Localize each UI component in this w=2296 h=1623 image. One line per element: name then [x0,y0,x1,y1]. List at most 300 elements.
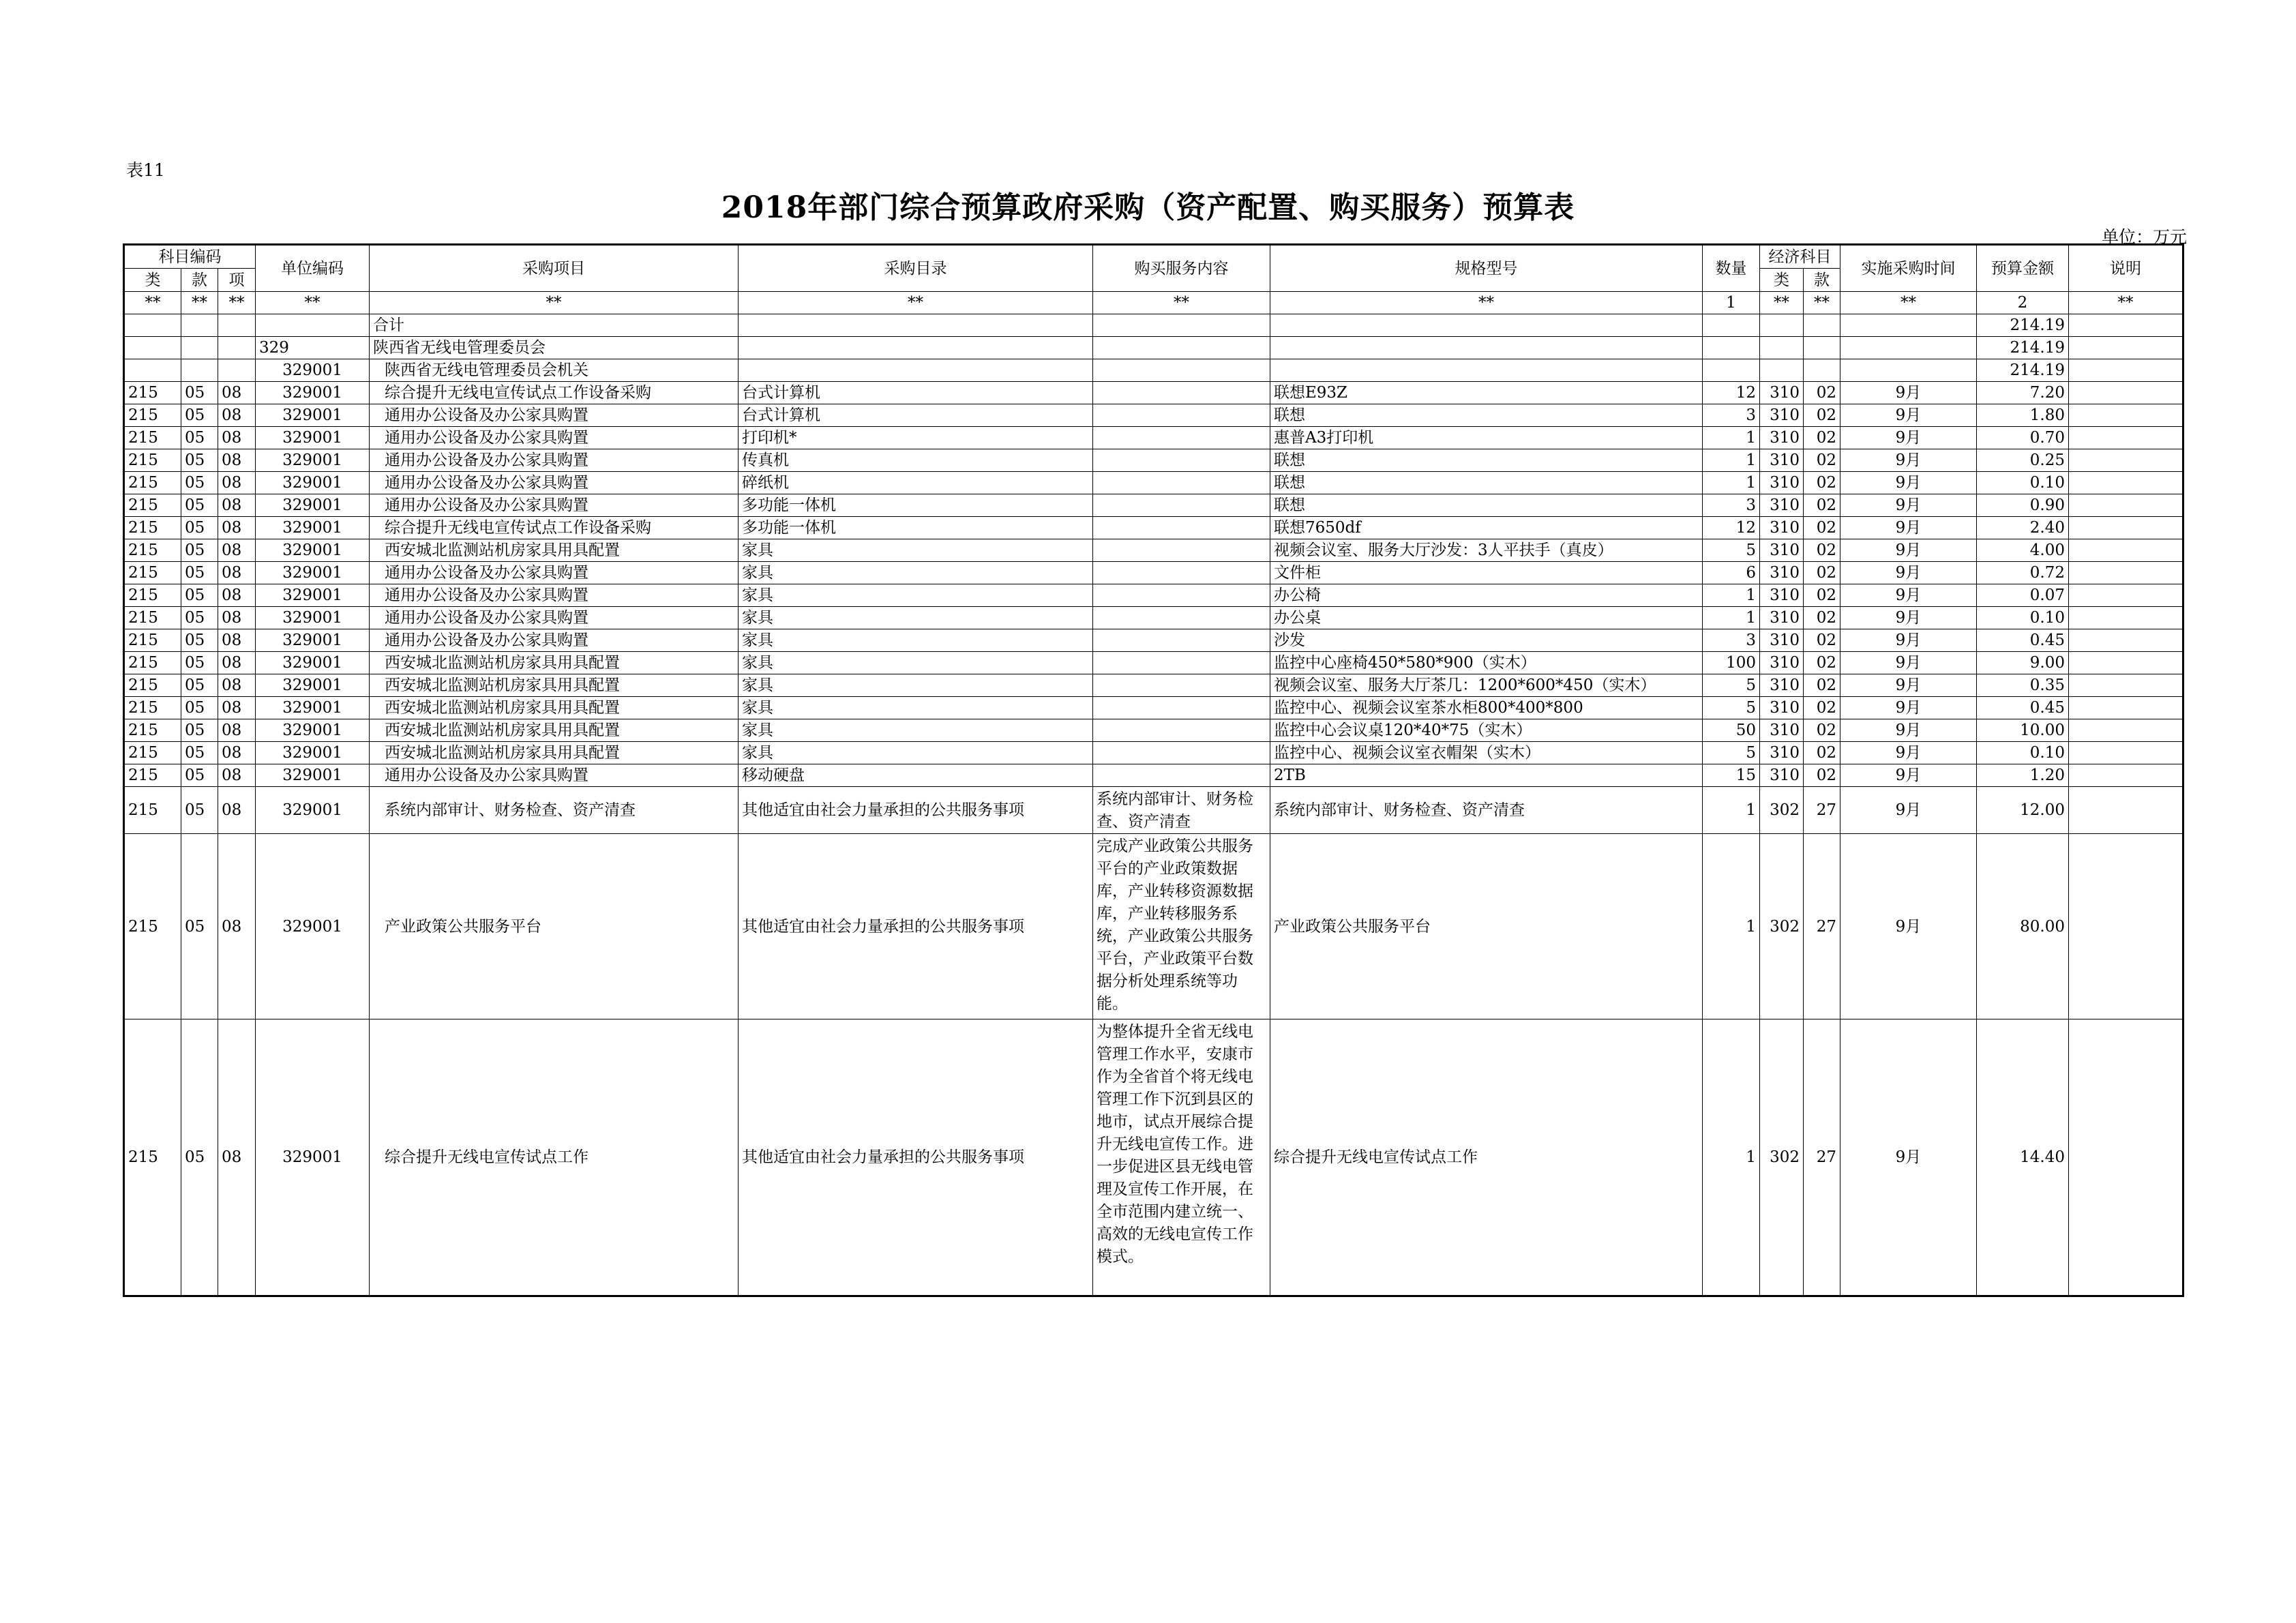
catalog-cell: 家具 [739,584,1093,607]
catalog-cell: 传真机 [739,449,1093,472]
amount-cell: 0.90 [1977,494,2069,517]
project-cell: 西安城北监测站机房家具用具配置 [370,652,739,674]
xiang-cell: 08 [218,719,256,742]
header-time: 实施采购时间 [1840,245,1977,292]
lei-cell: 215 [124,1019,181,1296]
econ-lei-cell: 310 [1760,764,1804,787]
econ-lei-cell: 310 [1760,404,1804,427]
header-lei: 类 [124,269,181,292]
xiang-cell: 08 [218,629,256,652]
note-cell [2069,427,2183,449]
service-cell [1093,517,1270,539]
spec-cell: 办公椅 [1270,584,1703,607]
marker-cell: ** [218,292,256,314]
header-project: 采购项目 [370,245,739,292]
xiang-cell: 08 [218,517,256,539]
service-cell [1093,742,1270,764]
amount-cell: 1.20 [1977,764,2069,787]
econ-kuan-cell: 02 [1804,719,1840,742]
note-cell [2069,1019,2183,1296]
marker-cell: ** [1804,292,1840,314]
econ-lei-cell: 302 [1760,787,1804,834]
spec-cell: 沙发 [1270,629,1703,652]
service-row [124,1019,2183,1296]
service-cell [1093,449,1270,472]
header-row-1 [124,245,2183,269]
econ-kuan-cell: 02 [1804,674,1840,697]
marker-cell: ** [370,292,739,314]
amount-cell: 14.40 [1977,1019,2069,1296]
amount-cell: 9.00 [1977,652,2069,674]
econ-kuan-cell: 02 [1804,562,1840,584]
lei-cell: 215 [124,494,181,517]
econ-lei-cell: 310 [1760,629,1804,652]
spec-cell: 联想 [1270,494,1703,517]
time-cell: 9月 [1840,787,1977,834]
table-row [124,562,2183,584]
unit-amount: 214.19 [1977,359,2069,382]
catalog-cell: 家具 [739,629,1093,652]
xiang-cell: 08 [218,472,256,494]
kuan-cell: 05 [181,652,218,674]
kuan-cell: 05 [181,674,218,697]
xiang-cell: 08 [218,427,256,449]
marker-cell: ** [124,292,181,314]
xiang-cell: 08 [218,404,256,427]
econ-lei-cell: 310 [1760,607,1804,629]
spec-cell: 联想7650df [1270,517,1703,539]
econ-lei-cell: 310 [1760,449,1804,472]
qty-cell: 3 [1703,404,1760,427]
catalog-cell: 其他适宜由社会力量承担的公共服务事项 [739,1019,1093,1296]
econ-lei-cell: 310 [1760,584,1804,607]
amount-cell: 0.10 [1977,472,2069,494]
spec-cell: 监控中心会议桌120*40*75（实木） [1270,719,1703,742]
total-label: 合计 [370,314,739,337]
lei-cell: 215 [124,404,181,427]
amount-cell: 12.00 [1977,787,2069,834]
time-cell: 9月 [1840,1019,1977,1296]
qty-cell: 1 [1703,584,1760,607]
unit-code-cell: 329001 [256,674,370,697]
kuan-cell: 05 [181,1019,218,1296]
table-row [124,382,2183,404]
table-row [124,517,2183,539]
header-econ: 经济科目 [1760,245,1840,269]
project-cell: 通用办公设备及办公家具购置 [370,562,739,584]
note-cell [2069,517,2183,539]
project-cell: 通用办公设备及办公家具购置 [370,764,739,787]
time-cell: 9月 [1840,562,1977,584]
marker-cell: ** [1760,292,1804,314]
amount-cell: 80.00 [1977,834,2069,1019]
service-cell [1093,382,1270,404]
unit-code-cell: 329001 [256,382,370,404]
qty-cell: 6 [1703,562,1760,584]
unit-row [124,359,2183,382]
marker-cell: ** [1093,292,1270,314]
service-cell [1093,652,1270,674]
econ-kuan-cell: 02 [1804,607,1840,629]
note-cell [2069,719,2183,742]
time-cell: 9月 [1840,404,1977,427]
time-cell: 9月 [1840,652,1977,674]
table-row [124,494,2183,517]
econ-kuan-cell: 02 [1804,449,1840,472]
lei-cell: 215 [124,674,181,697]
econ-kuan-cell: 02 [1804,382,1840,404]
time-cell: 9月 [1840,719,1977,742]
service-cell [1093,404,1270,427]
amount-cell: 0.70 [1977,427,2069,449]
header-kuan: 款 [181,269,218,292]
kuan-cell: 05 [181,539,218,562]
header-unit-code: 单位编码 [256,245,370,292]
note-cell [2069,629,2183,652]
kuan-cell: 05 [181,404,218,427]
econ-kuan-cell: 02 [1804,472,1840,494]
unit-code-cell: 329001 [256,1019,370,1296]
catalog-cell: 台式计算机 [739,404,1093,427]
qty-cell: 12 [1703,517,1760,539]
xiang-cell: 08 [218,494,256,517]
marker-cell: ** [256,292,370,314]
econ-lei-cell: 310 [1760,494,1804,517]
table-row [124,584,2183,607]
econ-kuan-cell: 02 [1804,539,1840,562]
service-cell [1093,607,1270,629]
service-cell [1093,629,1270,652]
amount-cell: 1.80 [1977,404,2069,427]
note-cell [2069,607,2183,629]
amount-cell: 0.45 [1977,629,2069,652]
lei-cell: 215 [124,652,181,674]
lei-cell: 215 [124,697,181,719]
service-cell: 为整体提升全省无线电管理工作水平，安康市作为全省首个将无线电管理工作下沉到县区的地市，试点开展综合提升无线电宣传工作。进一步促进区县无线电管理及宣传工作开展，在全市范围内建立统一、高效的无线电宣传工作模式。 [1093,1019,1270,1296]
qty-cell: 1 [1703,472,1760,494]
marker-cell: ** [2069,292,2183,314]
econ-lei-cell: 310 [1760,562,1804,584]
econ-lei-cell: 310 [1760,719,1804,742]
time-cell: 9月 [1840,584,1977,607]
qty-cell: 12 [1703,382,1760,404]
header-note: 说明 [2069,245,2183,292]
catalog-cell: 家具 [739,719,1093,742]
note-cell [2069,404,2183,427]
econ-kuan-cell: 02 [1804,764,1840,787]
table-row [124,427,2183,449]
lei-cell: 215 [124,584,181,607]
project-cell: 通用办公设备及办公家具购置 [370,584,739,607]
xiang-cell: 08 [218,652,256,674]
project-cell: 西安城北监测站机房家具用具配置 [370,742,739,764]
spec-cell: 2TB [1270,764,1703,787]
catalog-cell: 家具 [739,539,1093,562]
dept-row [124,337,2183,359]
header-catalog: 采购目录 [739,245,1093,292]
project-cell: 综合提升无线电宣传试点工作设备采购 [370,382,739,404]
kuan-cell: 05 [181,764,218,787]
table-row [124,719,2183,742]
marker-cell: ** [1270,292,1703,314]
spec-cell: 文件柜 [1270,562,1703,584]
unit-code-cell: 329001 [256,517,370,539]
unit-code-cell: 329001 [256,719,370,742]
xiang-cell: 08 [218,787,256,834]
xiang-cell: 08 [218,449,256,472]
kuan-cell: 05 [181,787,218,834]
time-cell: 9月 [1840,517,1977,539]
kuan-cell: 05 [181,382,218,404]
amount-cell: 7.20 [1977,382,2069,404]
note-cell [2069,674,2183,697]
xiang-cell: 08 [218,562,256,584]
unit-code-cell: 329001 [256,539,370,562]
econ-kuan-cell: 02 [1804,517,1840,539]
time-cell: 9月 [1840,472,1977,494]
qty-cell: 5 [1703,539,1760,562]
kuan-cell: 05 [181,834,218,1019]
kuan-cell: 05 [181,562,218,584]
unit-code-cell: 329001 [256,652,370,674]
spec-cell: 联想E93Z [1270,382,1703,404]
qty-cell: 1 [1703,607,1760,629]
lei-cell: 215 [124,607,181,629]
note-cell [2069,584,2183,607]
catalog-cell: 家具 [739,607,1093,629]
service-cell [1093,427,1270,449]
lei-cell: 215 [124,787,181,834]
budget-table [123,243,2184,1297]
catalog-cell: 多功能一体机 [739,517,1093,539]
catalog-cell: 家具 [739,652,1093,674]
unit-code-cell: 329001 [256,494,370,517]
project-cell: 综合提升无线电宣传试点工作设备采购 [370,517,739,539]
econ-lei-cell: 310 [1760,427,1804,449]
qty-cell: 3 [1703,629,1760,652]
kuan-cell: 05 [181,427,218,449]
time-cell: 9月 [1840,764,1977,787]
time-cell: 9月 [1840,427,1977,449]
table-row [124,629,2183,652]
service-cell [1093,674,1270,697]
econ-lei-cell: 310 [1760,539,1804,562]
unit-code-cell: 329001 [256,449,370,472]
service-row [124,834,2183,1019]
amount-cell: 2.40 [1977,517,2069,539]
lei-cell: 215 [124,427,181,449]
qty-cell: 5 [1703,697,1760,719]
xiang-cell: 08 [218,674,256,697]
table-row [124,697,2183,719]
catalog-cell: 其他适宜由社会力量承担的公共服务事项 [739,787,1093,834]
note-cell [2069,764,2183,787]
spec-cell: 监控中心、视频会议室茶水柜800*400*800 [1270,697,1703,719]
dept-name: 陕西省无线电管理委员会 [370,337,739,359]
service-cell [1093,719,1270,742]
header-econ-kuan: 款 [1804,269,1840,292]
service-cell [1093,494,1270,517]
project-cell: 综合提升无线电宣传试点工作 [370,1019,739,1296]
marker-cell: ** [181,292,218,314]
amount-cell: 0.10 [1977,607,2069,629]
catalog-cell: 台式计算机 [739,382,1093,404]
kuan-cell: 05 [181,719,218,742]
econ-lei-cell: 302 [1760,1019,1804,1296]
spec-cell: 联想 [1270,404,1703,427]
xiang-cell: 08 [218,834,256,1019]
lei-cell: 215 [124,719,181,742]
time-cell: 9月 [1840,834,1977,1019]
spec-cell: 办公桌 [1270,607,1703,629]
header-spec: 规格型号 [1270,245,1703,292]
spec-cell: 产业政策公共服务平台 [1270,834,1703,1019]
marker-cell: 1 [1703,292,1760,314]
time-cell: 9月 [1840,697,1977,719]
unit-code-cell: 329001 [256,787,370,834]
spec-cell: 监控中心座椅450*580*900（实木） [1270,652,1703,674]
table-row [124,449,2183,472]
header-subject-code: 科目编码 [124,245,256,269]
qty-cell: 50 [1703,719,1760,742]
kuan-cell: 05 [181,584,218,607]
lei-cell: 215 [124,539,181,562]
dept-amount: 214.19 [1977,337,2069,359]
header-xiang: 项 [218,269,256,292]
kuan-cell: 05 [181,517,218,539]
time-cell: 9月 [1840,742,1977,764]
header-amount: 预算金额 [1977,245,2069,292]
econ-lei-cell: 310 [1760,674,1804,697]
note-cell [2069,697,2183,719]
econ-kuan-cell: 02 [1804,652,1840,674]
lei-cell: 215 [124,629,181,652]
xiang-cell: 08 [218,1019,256,1296]
qty-cell: 5 [1703,674,1760,697]
amount-cell: 0.25 [1977,449,2069,472]
xiang-cell: 08 [218,764,256,787]
spec-cell: 联想 [1270,472,1703,494]
note-cell [2069,562,2183,584]
note-cell [2069,834,2183,1019]
project-cell: 通用办公设备及办公家具购置 [370,404,739,427]
note-cell [2069,382,2183,404]
table-row [124,472,2183,494]
econ-kuan-cell: 27 [1804,834,1840,1019]
spec-cell: 惠普A3打印机 [1270,427,1703,449]
econ-kuan-cell: 02 [1804,742,1840,764]
econ-kuan-cell: 02 [1804,584,1840,607]
xiang-cell: 08 [218,607,256,629]
kuan-cell: 05 [181,697,218,719]
unit-code-cell: 329001 [256,404,370,427]
catalog-cell: 其他适宜由社会力量承担的公共服务事项 [739,834,1093,1019]
note-cell [2069,742,2183,764]
kuan-cell: 05 [181,494,218,517]
table-row [124,742,2183,764]
econ-lei-cell: 310 [1760,517,1804,539]
note-cell [2069,449,2183,472]
service-cell [1093,764,1270,787]
unit-code-cell: 329001 [256,697,370,719]
catalog-cell: 打印机* [739,427,1093,449]
service-cell [1093,562,1270,584]
total-amount: 214.19 [1977,314,2069,337]
econ-kuan-cell: 02 [1804,697,1840,719]
econ-lei-cell: 310 [1760,742,1804,764]
qty-cell: 1 [1703,427,1760,449]
qty-cell: 3 [1703,494,1760,517]
spec-cell: 视频会议室、服务大厅沙发：3人平扶手（真皮） [1270,539,1703,562]
unit-name: 陕西省无线电管理委员会机关 [370,359,739,382]
unit-code-cell: 329001 [256,742,370,764]
spec-cell: 综合提升无线电宣传试点工作 [1270,1019,1703,1296]
header-econ-lei: 类 [1760,269,1804,292]
qty-cell: 15 [1703,764,1760,787]
spec-cell: 监控中心、视频会议室衣帽架（实木） [1270,742,1703,764]
table-row [124,674,2183,697]
unit-code-cell: 329001 [256,427,370,449]
lei-cell: 215 [124,382,181,404]
project-cell: 通用办公设备及办公家具购置 [370,449,739,472]
lei-cell: 215 [124,764,181,787]
spec-cell: 联想 [1270,449,1703,472]
project-cell: 西安城北监测站机房家具用具配置 [370,539,739,562]
time-cell: 9月 [1840,382,1977,404]
kuan-cell: 05 [181,607,218,629]
econ-kuan-cell: 02 [1804,404,1840,427]
project-cell: 通用办公设备及办公家具购置 [370,494,739,517]
kuan-cell: 05 [181,472,218,494]
note-cell [2069,494,2183,517]
amount-cell: 0.45 [1977,697,2069,719]
lei-cell: 215 [124,472,181,494]
page-title: 2018年部门综合预算政府采购（资产配置、购买服务）预算表 [721,190,1575,225]
service-cell: 完成产业政策公共服务平台的产业政策数据库，产业转移资源数据库，产业转移服务系统，产业政策公共服务平台，产业政策平台数据分析处理系统等功能。 [1093,834,1270,1019]
table-row [124,607,2183,629]
note-cell [2069,787,2183,834]
project-cell: 西安城北监测站机房家具用具配置 [370,674,739,697]
lei-cell: 215 [124,834,181,1019]
qty-cell: 1 [1703,834,1760,1019]
catalog-cell: 多功能一体机 [739,494,1093,517]
project-cell: 西安城北监测站机房家具用具配置 [370,719,739,742]
project-cell: 通用办公设备及办公家具购置 [370,629,739,652]
catalog-cell: 家具 [739,697,1093,719]
note-cell [2069,539,2183,562]
xiang-cell: 08 [218,382,256,404]
table-number: 表11 [126,160,165,180]
amount-cell: 4.00 [1977,539,2069,562]
econ-kuan-cell: 27 [1804,1019,1840,1296]
time-cell: 9月 [1840,629,1977,652]
unit-code-cell: 329001 [256,834,370,1019]
amount-cell: 0.10 [1977,742,2069,764]
service-row [124,787,2183,834]
econ-lei-cell: 302 [1760,834,1804,1019]
unit-code-cell: 329001 [256,764,370,787]
unit-code-cell: 329001 [256,584,370,607]
time-cell: 9月 [1840,674,1977,697]
unit-code: 329001 [256,359,370,382]
table-row [124,764,2183,787]
project-cell: 通用办公设备及办公家具购置 [370,472,739,494]
unit-code-cell: 329001 [256,629,370,652]
project-cell: 通用办公设备及办公家具购置 [370,427,739,449]
time-cell: 9月 [1840,494,1977,517]
econ-lei-cell: 310 [1760,472,1804,494]
qty-cell: 1 [1703,1019,1760,1296]
